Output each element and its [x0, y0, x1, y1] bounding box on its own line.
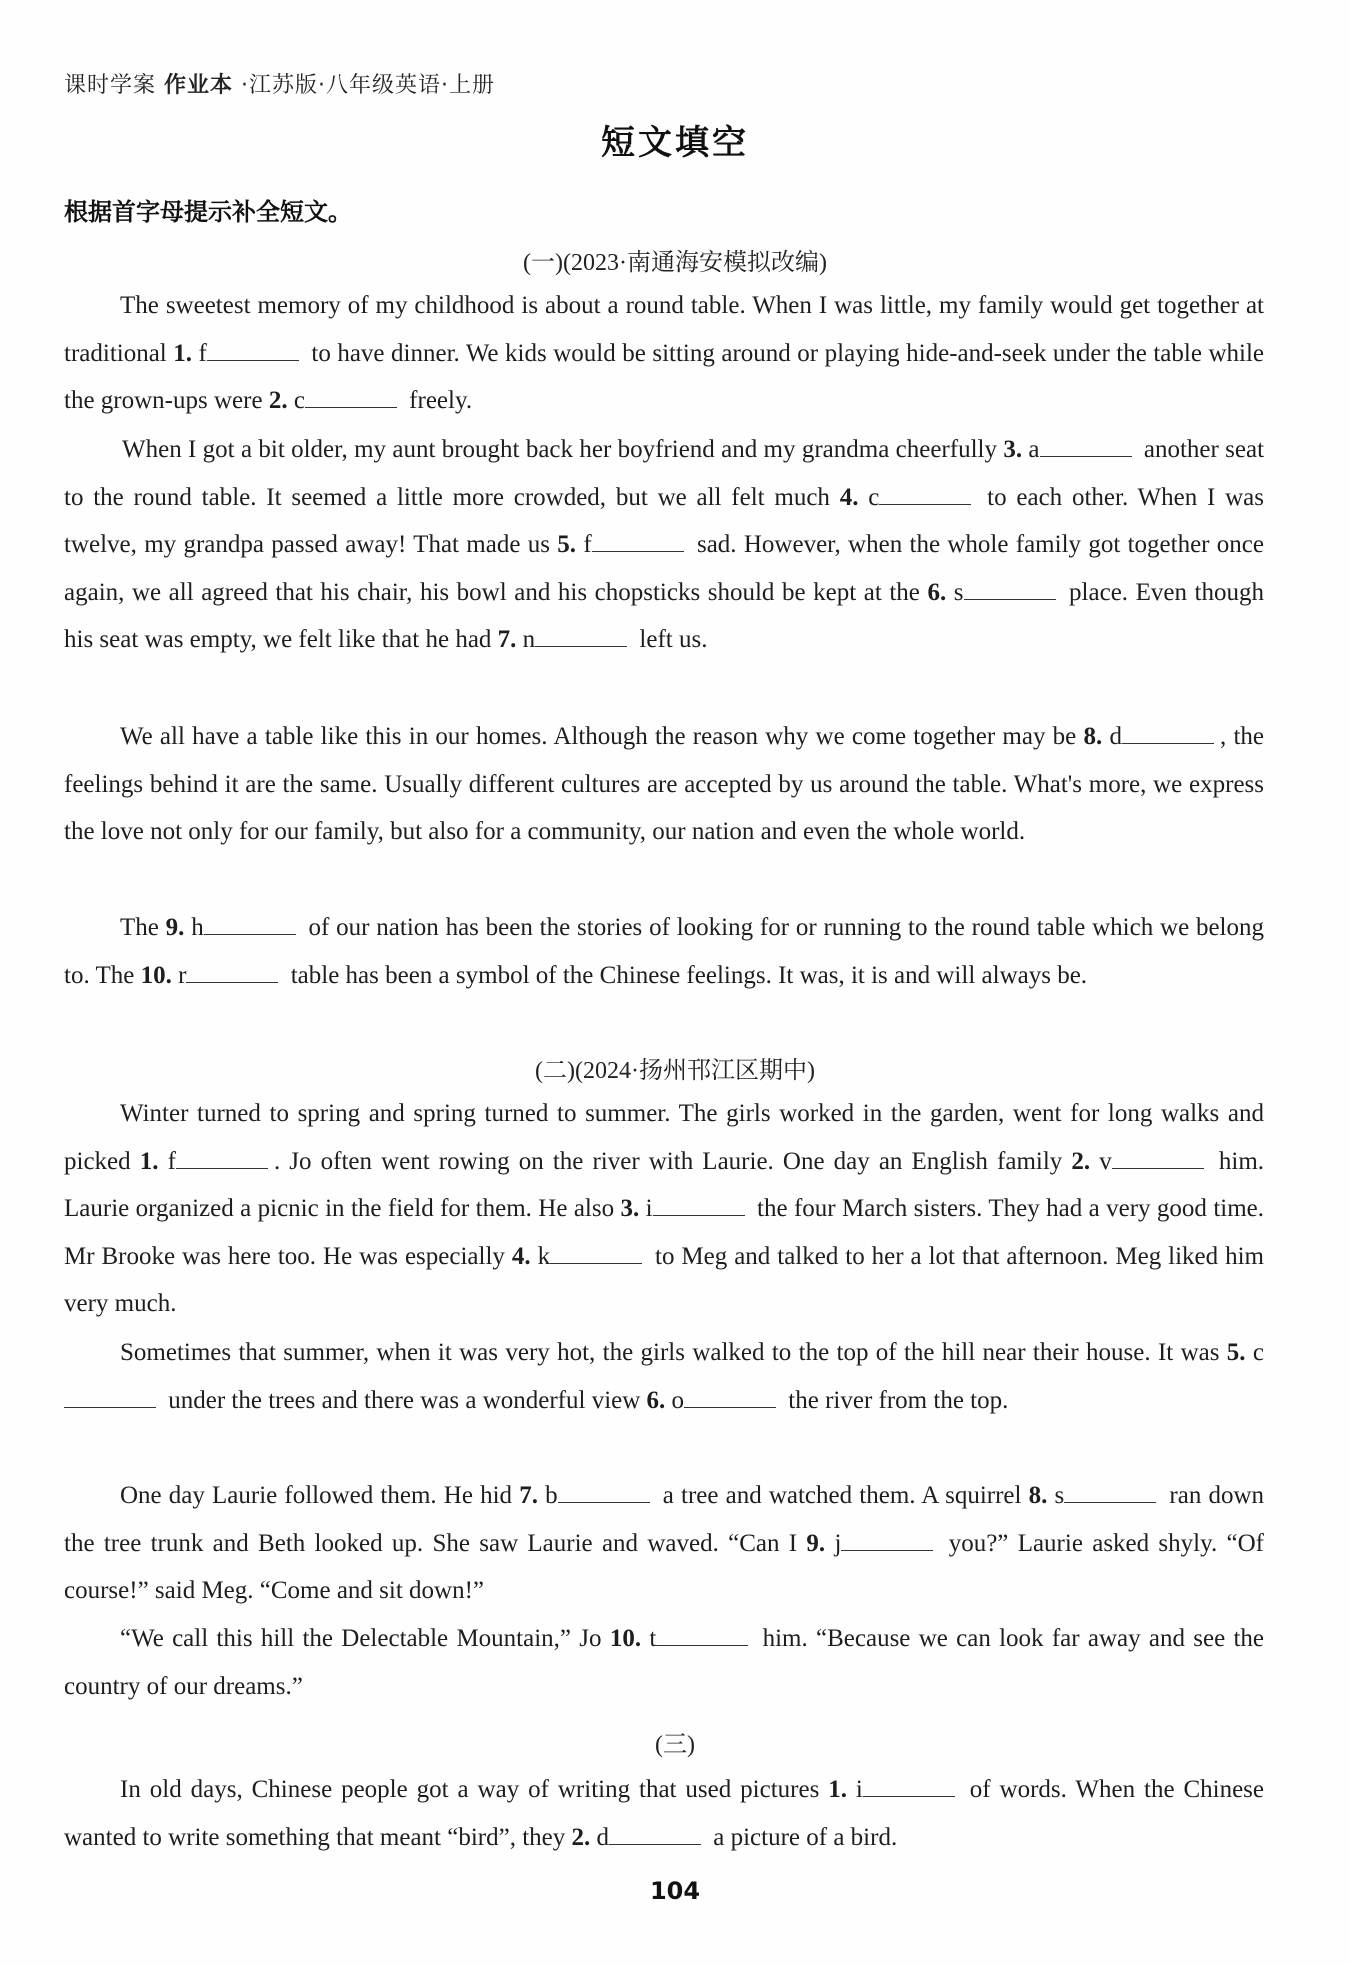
passage-text: freely.	[402, 387, 473, 415]
section-heading: (二)(2024·扬州邗江区期中)	[535, 1058, 815, 1084]
passage-text: , the feelings behind it are the same. Usually different cultures are accepted by us around the table. What's more, we express the love not only for our family, but also for a community, our nation and even the whole world.	[64, 723, 1265, 846]
blank-initial-letter: n	[522, 626, 536, 654]
blank-line[interactable]	[863, 1774, 955, 1797]
blank-number: 10.	[609, 1625, 650, 1652]
passage-text: ran down the tree trunk and Beth looked up. She saw Laurie and waved. “Can I	[64, 1482, 1265, 1557]
blank-number: 9.	[806, 1529, 835, 1557]
passage-text: Winter turned to spring and spring turned to summer. The girls worked in the garden, went for long walks and picked	[64, 1100, 1264, 1175]
blank-number: 10.	[140, 961, 179, 989]
passage-text: In old days, Chinese people got a way of writing that used pictures	[120, 1776, 829, 1803]
blank-line[interactable]	[558, 1480, 650, 1503]
blank-number: 8.	[1083, 723, 1110, 750]
passage-text: to Meg and talked to her a lot that afternoon. Meg liked him very much.	[64, 1242, 1264, 1318]
passage-text: left us.	[633, 626, 708, 654]
passage-paragraph	[64, 904, 1264, 999]
blank-initial-letter: c	[868, 483, 880, 511]
fill-in-blank[interactable]	[140, 1148, 274, 1175]
passage-text: another seat to the round table. It seemed a little more crowded, but we all felt much	[64, 436, 1265, 511]
blank-line[interactable]	[1112, 1146, 1204, 1169]
instruction-text: 根据首字母提示补全短文。	[64, 198, 352, 226]
fill-in-blank[interactable]	[927, 579, 1061, 606]
passage-text: a picture of a bird.	[707, 1823, 898, 1851]
blank-line[interactable]	[305, 385, 397, 408]
fill-in-blank[interactable]	[840, 484, 978, 511]
fill-in-blank[interactable]	[647, 1387, 783, 1414]
blank-line[interactable]	[841, 1528, 933, 1551]
blank-line[interactable]	[204, 912, 296, 935]
page-title: 短文填空	[601, 123, 749, 163]
blank-number: 8.	[1028, 1482, 1055, 1509]
fill-in-blank[interactable]	[141, 962, 285, 989]
blank-initial-letter: d	[596, 1823, 609, 1851]
fill-in-blank[interactable]	[806, 1530, 939, 1557]
blank-initial-letter: r	[178, 961, 187, 989]
blank-initial-letter: b	[545, 1482, 558, 1509]
blank-number: 4.	[511, 1242, 538, 1270]
blank-number: 3.	[620, 1195, 646, 1223]
passage-paragraph	[64, 1329, 1264, 1424]
passage-text: of our nation has been the stories of looking for or running to the round table which we belong to. The	[64, 914, 1265, 989]
blank-initial-letter: f	[167, 1147, 176, 1175]
blank-initial-letter: a	[1028, 436, 1040, 463]
passage-paragraph	[64, 1766, 1264, 1861]
passage-text: to each other. When I was twelve, my grandpa passed away! That made us	[64, 483, 1265, 559]
passage-text: the four March sisters. They had a very good time. Mr Brooke was here too. He was especially	[64, 1195, 1265, 1270]
header-edition: ·江苏版·八年级英语·上册	[241, 73, 496, 98]
fill-in-blank[interactable]	[1003, 436, 1137, 463]
blank-initial-letter: f	[198, 339, 207, 367]
blank-number: 5.	[557, 531, 584, 559]
blank-number: 2.	[268, 387, 294, 415]
blank-initial-letter: v	[1099, 1147, 1112, 1175]
fill-in-blank[interactable]	[1084, 723, 1220, 750]
blank-line[interactable]	[550, 1241, 642, 1264]
blank-line[interactable]	[64, 1385, 156, 1408]
fill-in-blank[interactable]	[166, 914, 302, 941]
blank-number: 6.	[646, 1386, 672, 1414]
fill-in-blank[interactable]	[173, 340, 305, 367]
passage-text: a tree and watched them. A squirrel	[655, 1482, 1029, 1509]
passage-text: “We call this hill the Delectable Mountain,” Jo	[120, 1625, 610, 1652]
blank-number: 7.	[497, 626, 523, 654]
blank-number: 1.	[139, 1147, 168, 1175]
blank-line[interactable]	[176, 1146, 268, 1169]
passage-paragraph	[64, 1615, 1264, 1710]
blank-number: 5.	[1226, 1339, 1253, 1366]
blank-line[interactable]	[684, 1385, 776, 1408]
passage-text: place. Even though his seat was empty, we felt like that he had	[64, 578, 1264, 654]
fill-in-blank[interactable]	[621, 1195, 751, 1222]
passage-text: Sometimes that summer, when it was very hot, the girls walked to the top of the hill near their house. It was	[120, 1339, 1227, 1366]
blank-initial-letter: h	[191, 914, 204, 941]
passage-text: The sweetest memory of my childhood is about a round table. When I was little, my family would get together at traditional	[64, 292, 1264, 367]
blank-number: 4.	[839, 483, 869, 511]
blank-line[interactable]	[1122, 721, 1214, 744]
passage-text: table has been a symbol of the Chinese feelings. It was, it is and will always be.	[284, 961, 1088, 989]
passage-text: We all have a table like this in our homes. Although the reason why we come together may be	[120, 723, 1084, 750]
blank-line[interactable]	[609, 1822, 701, 1845]
running-header	[64, 68, 495, 99]
blank-line[interactable]	[535, 624, 627, 647]
fill-in-blank[interactable]	[512, 1243, 648, 1270]
fill-in-blank[interactable]	[519, 1482, 655, 1509]
blank-line[interactable]	[879, 482, 971, 505]
passage-text: him. Laurie organized a picnic in the field for them. He also	[64, 1147, 1265, 1223]
fill-in-blank[interactable]	[610, 1625, 755, 1652]
header-series: 课时学案	[64, 73, 157, 98]
fill-in-blank[interactable]	[828, 1776, 961, 1803]
blank-line[interactable]	[592, 529, 684, 552]
section-heading: (三)	[655, 1732, 695, 1758]
fill-in-blank[interactable]	[269, 387, 403, 414]
blank-number: 2.	[1071, 1147, 1100, 1175]
header-book: 作业本	[164, 73, 234, 98]
fill-in-blank[interactable]	[498, 626, 634, 653]
blank-line[interactable]	[1040, 434, 1132, 457]
passage-text: When I got a bit older, my aunt brought back her boyfriend and my grandma cheerfully	[122, 436, 1004, 463]
blank-line[interactable]	[186, 960, 278, 983]
passage-paragraph	[64, 1472, 1264, 1615]
blank-number: 1.	[173, 339, 199, 367]
fill-in-blank[interactable]	[557, 531, 689, 558]
passage-text: of words. When the Chinese wanted to write something that meant “bird”, they	[64, 1776, 1265, 1851]
blank-number: 6.	[927, 578, 954, 606]
blank-number: 7.	[519, 1482, 546, 1509]
fill-in-blank[interactable]	[1029, 1482, 1163, 1509]
passage-paragraph	[64, 1090, 1264, 1328]
passage-text: under the trees and there was a wonderful view	[162, 1386, 647, 1414]
passage-text: One day Laurie followed them. He hid	[120, 1482, 520, 1509]
blank-initial-letter: c	[1252, 1339, 1264, 1366]
blank-initial-letter: f	[583, 531, 592, 559]
passage-text: The	[120, 914, 166, 941]
blank-number: 2.	[571, 1823, 597, 1851]
passage-paragraph	[64, 713, 1264, 856]
blank-initial-letter: j	[834, 1529, 842, 1557]
blank-number: 3.	[1003, 436, 1029, 463]
blank-number: 9.	[165, 914, 192, 941]
blank-initial-letter: o	[671, 1386, 685, 1414]
passage-text: sad. However, when the whole family got together once again, we all agreed that his chair, his bowl and his chopsticks should be kept at the	[64, 531, 1264, 606]
blank-initial-letter: i	[855, 1776, 863, 1803]
passage-text: you?” Laurie asked shyly. “Of course!” said Meg. “Come and sit down!”	[64, 1529, 1265, 1605]
blank-initial-letter: s	[1054, 1482, 1065, 1509]
passage-text: . Jo often went rowing on the river with Laurie. One day an English family	[273, 1147, 1072, 1175]
blank-initial-letter: k	[537, 1242, 551, 1270]
fill-in-blank[interactable]	[572, 1824, 708, 1851]
fill-in-blank[interactable]	[1071, 1148, 1209, 1175]
blank-line[interactable]	[964, 577, 1056, 600]
blank-initial-letter: s	[953, 578, 964, 606]
blank-number: 1.	[828, 1776, 856, 1803]
blank-line[interactable]	[1064, 1480, 1156, 1503]
blank-line[interactable]	[653, 1193, 745, 1216]
section-heading: (一)(2023·南通海安模拟改编)	[523, 250, 827, 276]
blank-initial-letter: t	[649, 1625, 657, 1652]
blank-initial-letter: d	[1109, 723, 1122, 750]
passage-text: him. “Because we can look far away and see the country of our dreams.”	[64, 1625, 1265, 1700]
blank-initial-letter: c	[293, 387, 305, 415]
blank-line[interactable]	[207, 338, 299, 361]
passage-text: the river from the top.	[782, 1386, 1009, 1414]
passage-paragraph	[64, 426, 1264, 664]
passage-text: to have dinner. We kids would be sitting around or playing hide-and-seek under the table while the grown-ups were	[64, 339, 1264, 415]
blank-line[interactable]	[656, 1623, 748, 1646]
page-number: 104	[649, 1877, 701, 1905]
passage-paragraph	[64, 282, 1264, 425]
blank-initial-letter: i	[645, 1195, 653, 1223]
